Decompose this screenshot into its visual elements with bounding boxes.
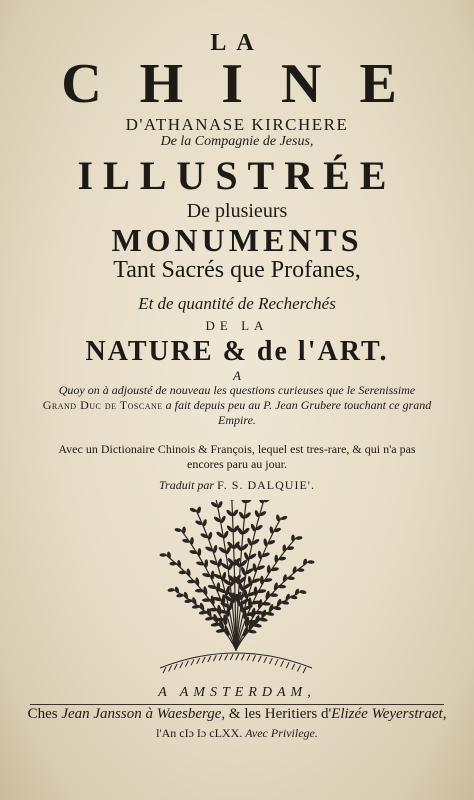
body-avec-paragraph: Avec un Dictionaire Chinois & François, lequel est tres-rare, & qui n'a pas encores paru au jour. bbox=[58, 442, 416, 471]
title-la: LA bbox=[210, 30, 264, 56]
translator-label: Traduit par bbox=[159, 478, 215, 492]
imprint-rule bbox=[30, 704, 444, 705]
printer-name-1: Jean Jansson à Waesberge bbox=[61, 706, 222, 722]
quoy-text-2: a fait depuis peu au P. Jean Grubere touchant ce grand Empire. bbox=[165, 398, 432, 427]
plant-engraving-icon bbox=[150, 500, 322, 676]
title-illustree: ILLUSTRÉE bbox=[77, 153, 397, 198]
printer-joiner: , & les Heritiers d' bbox=[221, 706, 332, 722]
printer-suffix: , bbox=[442, 706, 447, 722]
year-text: l'An cIɔ Iɔ cLXX. bbox=[156, 726, 243, 740]
subtitle-de-la: DE LA bbox=[205, 318, 269, 333]
subtitle-monuments: MONUMENTS bbox=[111, 222, 363, 258]
subtitle-quantite: Et de quantité de Recherchés bbox=[138, 294, 336, 313]
translator-line bbox=[0, 478, 474, 493]
author-name: D'ATHANASE KIRCHERE bbox=[125, 115, 349, 134]
subtitle-de-plusieurs: De plusieurs bbox=[186, 200, 288, 222]
title-chine: CHINE bbox=[61, 53, 435, 115]
translator-name: F. S. DALQUIE'. bbox=[217, 478, 315, 492]
subtitle-nature: NATURE & de l'ART. bbox=[85, 336, 389, 367]
printer-name-2: Elizée Weyerstraet bbox=[331, 706, 443, 722]
author-company: De la Compagnie de Jesus, bbox=[160, 134, 314, 149]
body-quoy-paragraph bbox=[42, 383, 432, 428]
printer-prefix: Ches bbox=[27, 706, 58, 722]
imprint-year bbox=[0, 726, 474, 741]
body-a: A bbox=[233, 368, 241, 383]
subtitle-tant-sacres: Tant Sacrés que Profanes, bbox=[113, 257, 361, 283]
quoy-text-1: Quoy on à adjousté de nouveau les questions curieuses que le Serenissime bbox=[58, 383, 416, 397]
privilege-text: Avec Privilege. bbox=[245, 726, 318, 740]
grand-duc-text: Grand Duc de Toscane bbox=[42, 398, 163, 412]
imprint-printers bbox=[0, 706, 474, 723]
imprint-city: A AMSTERDAM, bbox=[158, 685, 316, 700]
